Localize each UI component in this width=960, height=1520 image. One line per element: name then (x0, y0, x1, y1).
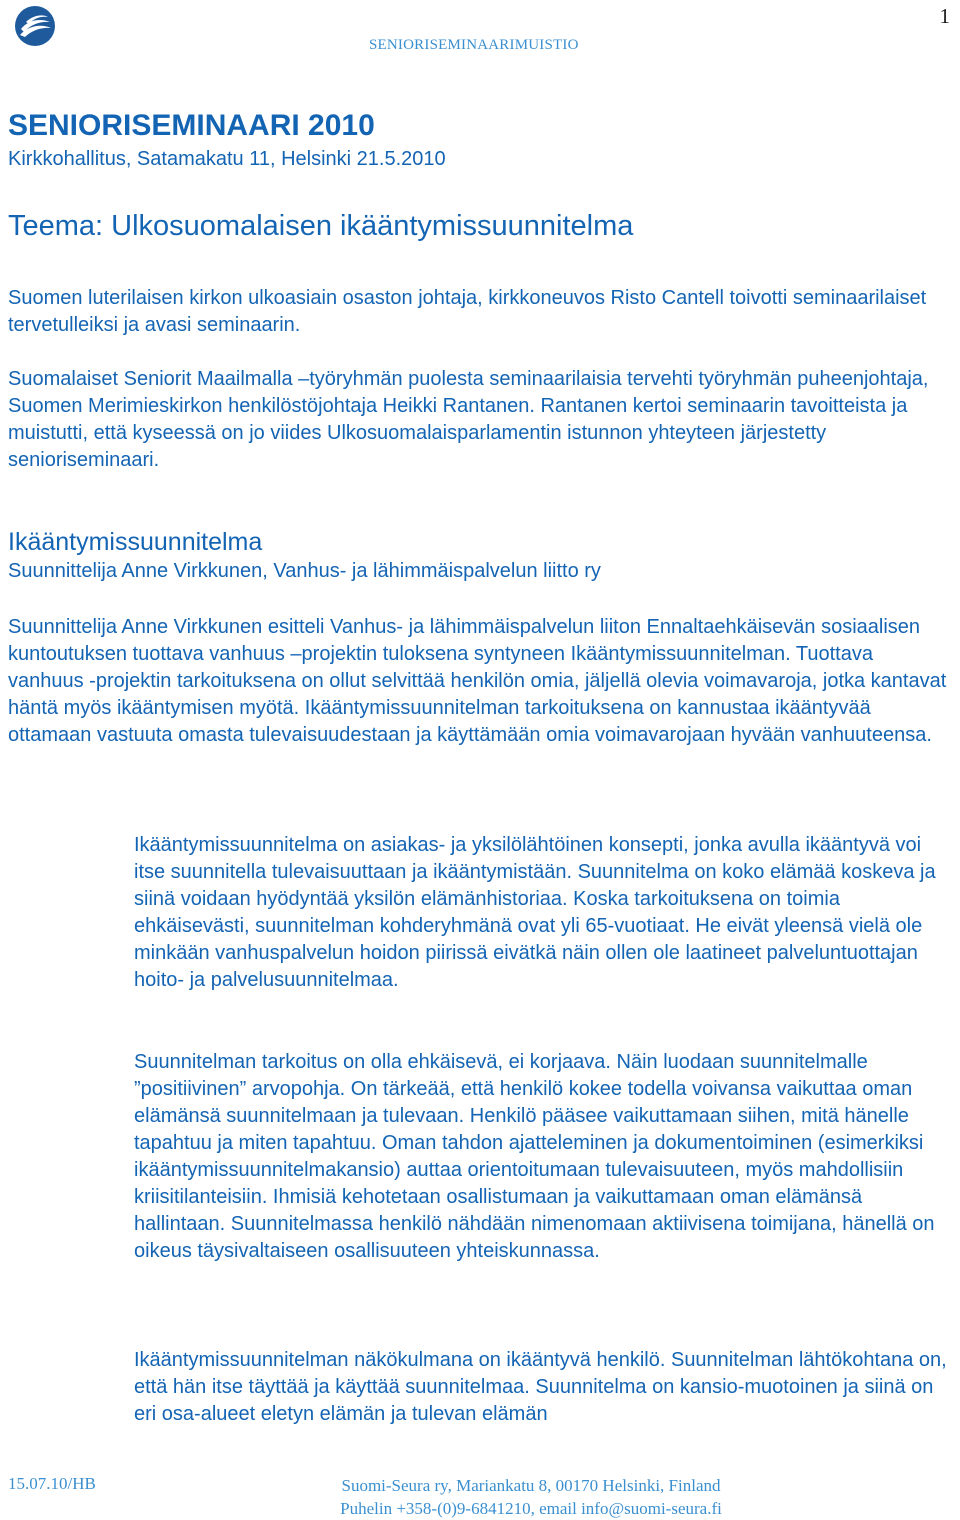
paragraph-greeting: Suomalaiset Seniorit Maailmalla –työryhmän puolesta seminaarilaisia tervehti työryhmän puheenjohtaja, Suomen Merimieskirkon henkilöstöjohtaja Heikki Rantanen. Rantanen kertoi seminaarin tavoitteista ja muistutti, että kyseessä on jo viides Ulkosuomalaisparlamentin istunnon yhteyteen järjestetty senioriseminaari. (8, 368, 929, 471)
theme-heading: Teema: Ulkosuomalaisen ikääntymissuunnitelma (8, 210, 634, 242)
paragraph-perspective: Ikääntymissuunnitelman näkökulmana on ikääntyvä henkilö. Suunnitelman lähtökohtana on, että hän itse täyttää ja käyttää suunnitelmaa. Suunnitelma on kansio-muotoinen ja siinä on eri osa-alueet eletyn elämän ja tulevan elämän (134, 1349, 947, 1425)
section-speaker: Suunnittelija Anne Virkkunen, Vanhus- ja lähimmäispalvelun liitto ry (8, 560, 601, 582)
paragraph-opening: Suomen luterilaisen kirkon ulkoasiain osaston johtaja, kirkkoneuvos Risto Cantell toivotti seminaarilaiset tervetulleiksi ja avasi seminaarin. (8, 287, 927, 336)
document-subtitle: Kirkkohallitus, Satamakatu 11, Helsinki 21.5.2010 (8, 148, 446, 170)
document-header-label: SENIORISEMINAARIMUISTIO (369, 37, 579, 53)
paragraph-concept: Ikääntymissuunnitelma on asiakas- ja yksilölähtöinen konsepti, jonka avulla ikääntyvä voi itse suunnitella tulevaisuuttaan ja ikääntymistään. Suunnitelma on koko elämää koskeva ja siinä voidaan hyödyntää yksilön elämänhistoriaa. Koska tarkoituksena on toimia ehkäisevästi, suunnitelman kohderyhmänä ovat yli 65-vuotiaat. He eivät yleensä vielä ole minkään vanhuspalvelun hoidon piirissä eivätkä näin ollen ole laatineet palveluntuottajan hoito- ja palvelusuunnitelmaa. (134, 834, 936, 991)
footer-date: 15.07.10/HB (8, 1474, 96, 1493)
suomi-seura-logo-icon (14, 5, 56, 47)
footer-contact-block (306, 1474, 756, 1520)
section-heading: Ikääntymissuunnitelma (8, 528, 263, 556)
footer-address: Suomi-Seura ry, Mariankatu 8, 00170 Helsinki, Finland (341, 1476, 721, 1495)
document-title: SENIORISEMINAARI 2010 (8, 109, 375, 142)
page-number: 1 (939, 4, 950, 28)
paragraph-purpose: Suunnitelman tarkoitus on olla ehkäisevä, ei korjaava. Näin luodaan suunnitelmalle ”positiivinen” arvopohja. On tärkeää, että henkilö kokee todella voivansa vaikuttaa oman elämänsä suunnitelmaan ja tulevaan. Henkilö pääsee vaikuttamaan siihen, mitä hänelle tapahtuu ja miten tapahtuu. Oman tahdon ajatteleminen ja dokumentoiminen (esimerkiksi ikääntymissuunnitelmakansio) auttaa orientoitumaan tulevaisuuteen, myös mahdollisiin kriisitilanteisiin. Ihmisiä kehotetaan osallistumaan ja vaikuttamaan oman elämänsä hallintaan. Suunnitelmassa henkilö nähdään nimenomaan aktiivisena toimijana, hänellä on oikeus täysivaltaiseen osallisuuteen yhteiskunnassa. (134, 1051, 935, 1262)
footer-phone-email: Puhelin +358-(0)9-6841210, email info@suomi-seura.fi (340, 1499, 722, 1518)
paragraph-presentation: Suunnittelija Anne Virkkunen esitteli Vanhus- ja lähimmäispalvelun liiton Ennaltaehkäisevän sosiaalisen kuntoutuksen tuottava vanhuus –projektin tuloksena syntyneen Ikääntymissuunnitelman. Tuottava vanhuus -projektin tarkoituksena on ollut selvittää henkilön omia, jäljellä olevia voimavaroja, jotka kantavat häntä myös ikääntymisen myötä. Ikääntymissuunnitelman tarkoituksena on kannustaa ikääntyvää ottamaan vastuuta omasta tulevaisuudestaan ja käyttämään omia voimavarojaan hyvään vanhuuteensa. (8, 616, 947, 746)
